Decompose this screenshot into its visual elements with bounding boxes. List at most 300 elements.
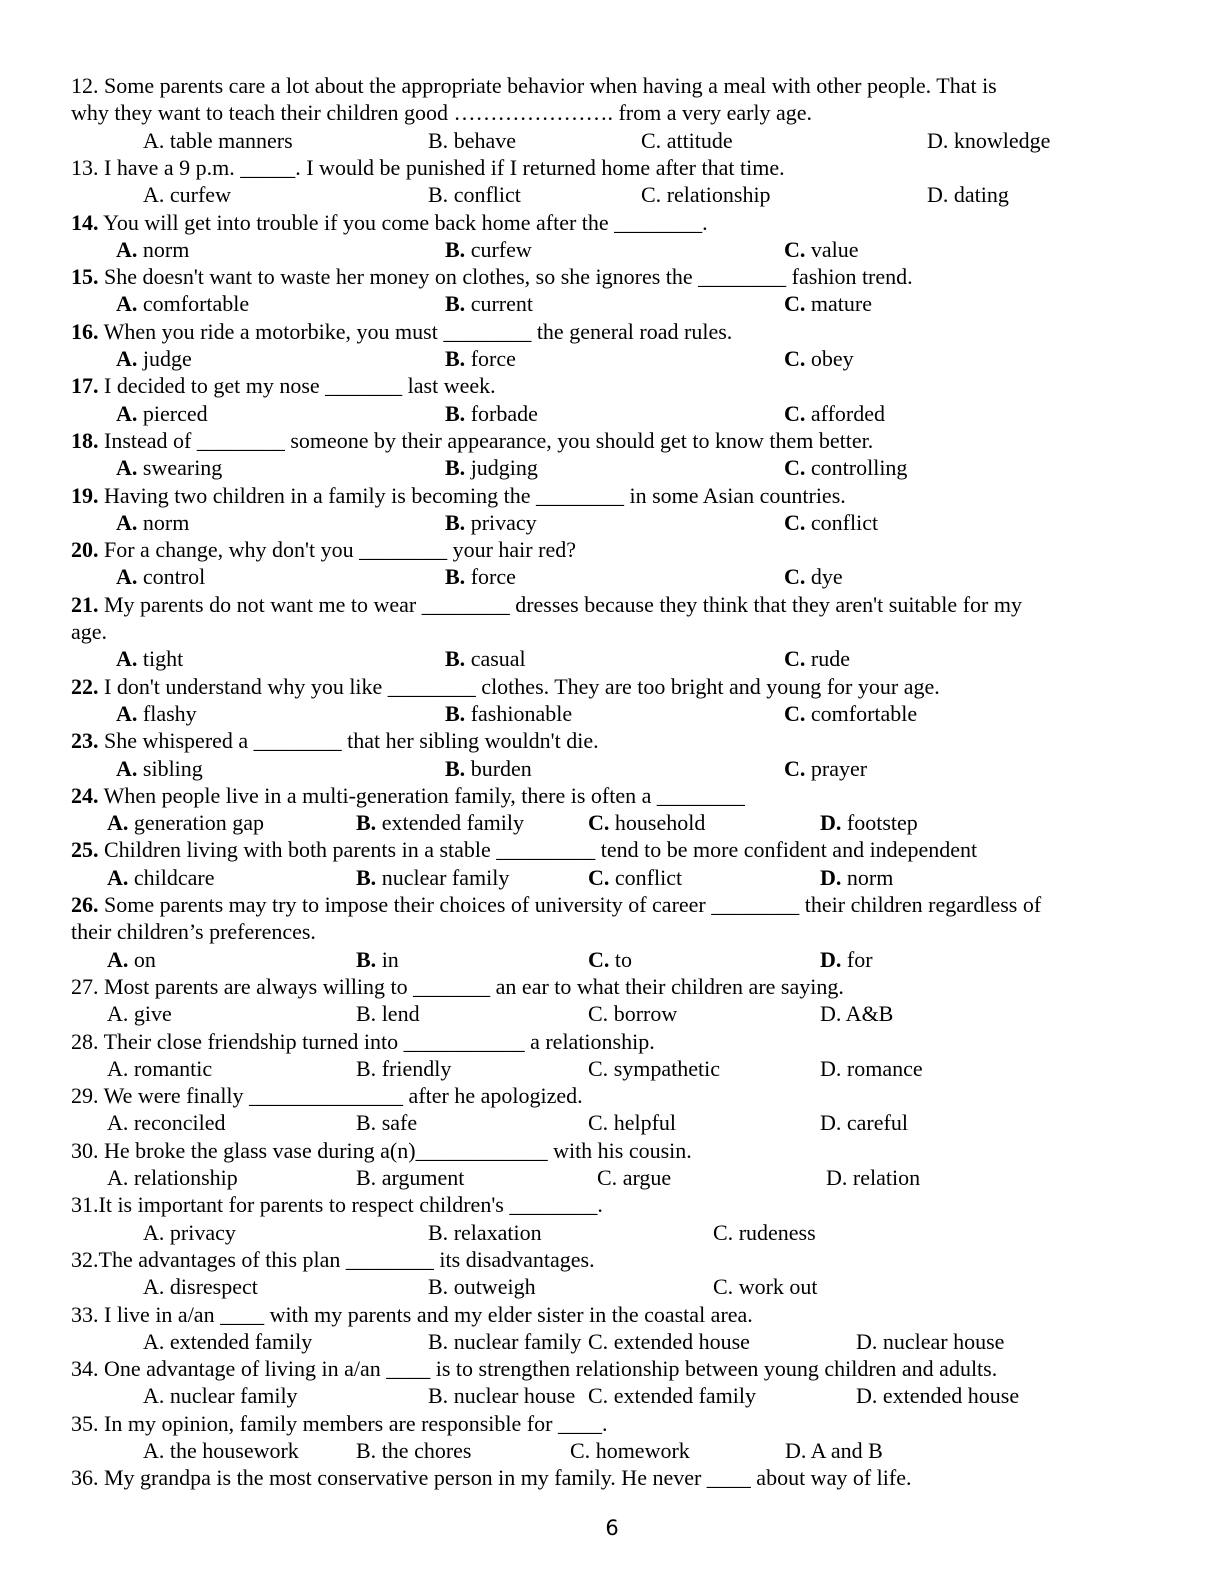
- option-text: for: [841, 946, 873, 972]
- answer-option: [445, 400, 538, 427]
- answer-option: [143, 1437, 299, 1464]
- option-text: nuclear family: [164, 1383, 298, 1409]
- question-number: 15.: [71, 264, 99, 290]
- answer-option: [927, 127, 1050, 154]
- option-text: controlling: [805, 455, 908, 481]
- question-text: When you ride a motorbike, you must ________ the general road rules.: [98, 318, 733, 344]
- option-letter: B.: [445, 755, 466, 781]
- option-text: relationship: [661, 182, 771, 208]
- option-letter: C.: [597, 1165, 618, 1190]
- answer-option: [820, 1000, 893, 1027]
- question-text: Their close friendship turned into ___________ a relationship.: [103, 1028, 655, 1054]
- answer-option: [826, 1164, 920, 1191]
- question-text: I have a 9 p.m. _____. I would be punished if I returned home after that time.: [104, 154, 785, 180]
- option-letter: A.: [116, 509, 138, 535]
- answer-option: [143, 1219, 236, 1246]
- answer-option: [356, 1164, 464, 1191]
- option-text: privacy: [465, 509, 537, 535]
- option-text: childcare: [128, 864, 215, 890]
- option-text: curfew: [164, 182, 231, 208]
- option-letter: B.: [445, 700, 466, 726]
- option-letter: C.: [784, 700, 806, 726]
- question-text: Instead of ________ someone by their appearance, you should get to know them better.: [98, 427, 874, 453]
- option-text: extended house: [877, 1383, 1020, 1409]
- option-text: nuclear house: [448, 1383, 576, 1409]
- option-text: on: [128, 946, 156, 972]
- answer-option: [588, 1109, 676, 1136]
- option-letter: C.: [784, 455, 806, 481]
- question-text: Some parents care a lot about the appropriate behavior when having a meal with other people. That is: [104, 73, 997, 98]
- answer-option: [116, 454, 222, 481]
- answer-option: [588, 1328, 750, 1355]
- option-letter: B.: [445, 400, 466, 426]
- option-letter: B.: [356, 1110, 377, 1136]
- question-stem-continued: [71, 618, 107, 645]
- option-letter: C.: [588, 1110, 609, 1136]
- page-number: 6: [605, 1516, 619, 1540]
- question-text: My grandpa is the most conservative person in my family. He never ____ about way of life.: [104, 1465, 912, 1491]
- option-letter: A.: [143, 182, 165, 208]
- answer-option: [428, 1382, 575, 1409]
- option-letter: D.: [826, 1165, 848, 1190]
- question-number: 19.: [71, 482, 99, 508]
- option-letter: A.: [116, 700, 138, 726]
- option-text: generation gap: [128, 810, 264, 836]
- answer-option: [116, 290, 249, 317]
- option-text: afforded: [805, 400, 886, 426]
- question-number: 36.: [71, 1465, 104, 1491]
- option-letter: D.: [856, 1383, 878, 1409]
- question-text: Having two children in a family is becoming the ________ in some Asian countries.: [98, 482, 846, 508]
- question-text: The advantages of this plan ________ its disadvantages.: [98, 1246, 595, 1272]
- option-letter: C.: [784, 400, 806, 426]
- option-letter: B.: [445, 509, 466, 535]
- option-letter: B.: [445, 291, 466, 317]
- option-text: romance: [841, 1055, 923, 1081]
- answer-option: [784, 236, 859, 263]
- option-letter: C.: [588, 1055, 609, 1081]
- option-letter: A.: [116, 564, 138, 590]
- question-stem: [71, 536, 576, 563]
- question-text: age.: [71, 619, 108, 644]
- answer-option: [641, 181, 771, 208]
- option-text: relationship: [128, 1165, 238, 1190]
- question-text: She doesn't want to waste her money on clothes, so she ignores the ________ fashion trend.: [98, 264, 913, 290]
- answer-option: [588, 809, 705, 836]
- question-number: 24.: [71, 782, 99, 808]
- answer-option: [116, 509, 189, 536]
- option-text: forbade: [465, 400, 538, 426]
- option-letter: D.: [927, 127, 949, 153]
- answer-option: [588, 1000, 677, 1027]
- answer-option: [107, 1055, 212, 1082]
- option-letter: D.: [820, 864, 842, 890]
- option-text: judge: [137, 346, 192, 371]
- option-letter: B.: [428, 1219, 449, 1245]
- answer-option: [116, 755, 203, 782]
- option-text: norm: [137, 236, 190, 262]
- option-letter: C.: [588, 1001, 609, 1027]
- option-text: conflict: [609, 864, 683, 890]
- option-letter: A.: [107, 1110, 129, 1136]
- answer-option: [445, 345, 516, 372]
- answer-option: [143, 1328, 312, 1355]
- option-text: curfew: [465, 236, 532, 262]
- answer-option: [116, 700, 197, 727]
- question-stem: [71, 1246, 595, 1273]
- option-letter: B.: [428, 1274, 449, 1300]
- answer-option: [820, 1055, 923, 1082]
- option-letter: B.: [356, 946, 377, 972]
- answer-option: [107, 1000, 172, 1027]
- answer-option: [445, 509, 537, 536]
- option-text: fashionable: [465, 700, 573, 726]
- option-letter: A.: [143, 1383, 165, 1409]
- option-text: argue: [617, 1165, 672, 1190]
- option-letter: D.: [927, 182, 949, 208]
- option-letter: C.: [784, 646, 806, 672]
- option-letter: D.: [820, 946, 842, 972]
- option-letter: B.: [356, 1165, 377, 1190]
- option-text: swearing: [137, 455, 223, 481]
- question-text: One advantage of living in a/an ____ is to strengthen relationship between young children and adults.: [104, 1356, 998, 1382]
- option-text: burden: [465, 755, 532, 781]
- answer-option: [820, 864, 893, 891]
- option-text: rude: [805, 646, 850, 672]
- option-letter: B.: [445, 455, 466, 481]
- option-text: helpful: [608, 1110, 677, 1136]
- question-number: 13.: [71, 154, 104, 180]
- question-stem: [71, 1410, 607, 1437]
- question-stem: [71, 318, 732, 345]
- question-number: 31.: [71, 1192, 99, 1218]
- answer-option: [820, 809, 918, 836]
- answer-option: [116, 645, 183, 672]
- option-text: extended family: [164, 1328, 313, 1354]
- answer-option: [588, 864, 682, 891]
- option-letter: A.: [116, 455, 138, 481]
- option-text: A and B: [806, 1438, 883, 1463]
- question-text: Some parents may try to impose their choices of university of career ________ their children regardless of: [98, 892, 1042, 917]
- answer-option: [784, 563, 843, 590]
- option-letter: B.: [445, 346, 466, 371]
- option-letter: C.: [784, 346, 806, 371]
- option-text: control: [137, 564, 206, 590]
- option-text: the chores: [376, 1438, 472, 1463]
- option-letter: C.: [588, 1383, 609, 1409]
- option-letter: B.: [445, 564, 466, 590]
- answer-option: [785, 1437, 883, 1464]
- option-text: relation: [847, 1165, 921, 1190]
- answer-option: [356, 1437, 471, 1464]
- question-text: Children living with both parents in a stable _________ tend to be more confident and independent: [98, 837, 978, 863]
- option-text: norm: [841, 864, 894, 890]
- question-text: We were finally ______________ after he apologized.: [103, 1083, 583, 1109]
- option-text: mature: [805, 291, 872, 317]
- option-letter: A.: [116, 236, 138, 262]
- question-number: 23.: [71, 728, 99, 754]
- option-text: dye: [805, 564, 843, 590]
- option-text: disrespect: [164, 1274, 258, 1300]
- answer-option: [356, 1055, 451, 1082]
- answer-option: [356, 809, 524, 836]
- option-letter: D.: [820, 1055, 842, 1081]
- answer-option: [428, 181, 521, 208]
- answer-option: [356, 946, 399, 973]
- option-text: extended family: [608, 1383, 757, 1409]
- question-stem: [71, 673, 940, 700]
- answer-option: [445, 454, 538, 481]
- option-text: friendly: [376, 1055, 452, 1081]
- option-letter: D.: [856, 1328, 878, 1354]
- option-text: nuclear family: [448, 1328, 582, 1354]
- option-text: comfortable: [805, 700, 918, 726]
- option-text: force: [465, 564, 516, 590]
- question-stem: [71, 482, 846, 509]
- option-text: knowledge: [948, 127, 1051, 153]
- question-stem: [71, 973, 844, 1000]
- option-text: behave: [448, 127, 516, 153]
- option-letter: B.: [428, 1383, 449, 1409]
- answer-option: [356, 1109, 417, 1136]
- answer-option: [445, 236, 532, 263]
- option-letter: B.: [445, 236, 466, 262]
- answer-option: [641, 127, 733, 154]
- option-text: conflict: [805, 509, 879, 535]
- option-letter: A.: [107, 1165, 129, 1190]
- question-number: 22.: [71, 673, 99, 699]
- option-letter: D.: [820, 1110, 842, 1136]
- question-text: why they want to teach their children good …………………. from a very early age.: [71, 100, 813, 126]
- answer-option: [445, 645, 526, 672]
- option-text: lend: [376, 1001, 420, 1027]
- question-text: In my opinion, family members are responsible for ____.: [104, 1410, 608, 1436]
- answer-option: [784, 290, 872, 317]
- question-number: 16.: [71, 318, 99, 344]
- question-stem: [71, 263, 913, 290]
- option-text: current: [465, 291, 533, 317]
- option-letter: A.: [116, 646, 138, 672]
- option-text: argument: [376, 1165, 465, 1190]
- question-stem: [71, 209, 708, 236]
- option-text: dating: [948, 182, 1009, 208]
- question-stem: [71, 1301, 753, 1328]
- option-letter: A.: [116, 400, 138, 426]
- question-text: When people live in a multi-generation family, there is often a ________: [98, 782, 745, 808]
- question-stem: [71, 891, 1041, 918]
- option-letter: B.: [356, 864, 377, 890]
- answer-option: [856, 1382, 1019, 1409]
- option-text: borrow: [608, 1001, 678, 1027]
- option-text: comfortable: [137, 291, 250, 317]
- question-number: 28.: [71, 1028, 104, 1054]
- answer-option: [597, 1164, 671, 1191]
- answer-option: [116, 236, 189, 263]
- option-text: attitude: [661, 127, 733, 153]
- question-stem: [71, 1137, 692, 1164]
- option-letter: A.: [143, 1219, 165, 1245]
- answer-option: [356, 1000, 420, 1027]
- option-text: casual: [465, 646, 526, 672]
- option-letter: C.: [641, 182, 662, 208]
- option-letter: B.: [356, 1438, 377, 1463]
- question-stem: [71, 1082, 583, 1109]
- option-text: outweigh: [448, 1274, 536, 1300]
- question-number: 26.: [71, 892, 99, 917]
- answer-option: [143, 1273, 258, 1300]
- option-letter: C.: [570, 1438, 591, 1463]
- answer-option: [588, 1382, 756, 1409]
- option-text: privacy: [164, 1219, 236, 1245]
- option-letter: B.: [445, 646, 466, 672]
- question-number: 32.: [71, 1246, 99, 1272]
- question-number: 33.: [71, 1301, 104, 1327]
- option-text: the housework: [164, 1438, 299, 1463]
- option-text: in: [376, 946, 399, 972]
- option-letter: A.: [107, 864, 129, 890]
- question-stem: [71, 72, 997, 99]
- question-text: their children’s preferences.: [71, 919, 316, 945]
- option-letter: C.: [784, 236, 806, 262]
- answer-option: [116, 400, 208, 427]
- answer-option: [570, 1437, 690, 1464]
- option-letter: C.: [713, 1219, 734, 1245]
- option-text: homework: [590, 1438, 690, 1463]
- option-letter: B.: [356, 1001, 377, 1027]
- answer-option: [784, 400, 885, 427]
- answer-option: [445, 563, 516, 590]
- option-letter: A.: [143, 1274, 165, 1300]
- option-letter: C.: [784, 755, 806, 781]
- question-stem: [71, 727, 599, 754]
- option-text: rudeness: [733, 1219, 816, 1245]
- question-number: 20.: [71, 537, 99, 563]
- option-text: force: [465, 346, 516, 371]
- question-number: 29.: [71, 1083, 104, 1109]
- answer-option: [107, 1164, 238, 1191]
- answer-option: [428, 127, 516, 154]
- question-text: Most parents are always willing to _______ an ear to what their children are saying.: [104, 973, 844, 999]
- option-letter: B.: [356, 810, 377, 836]
- option-text: extended family: [376, 810, 525, 836]
- question-number: 27.: [71, 973, 104, 999]
- question-text: My parents do not want me to wear ________ dresses because they think that they aren't suitable for my: [98, 591, 1022, 617]
- answer-option: [927, 181, 1009, 208]
- answer-option: [107, 809, 264, 836]
- option-letter: A.: [116, 755, 138, 781]
- answer-option: [107, 864, 215, 891]
- answer-option: [784, 755, 867, 782]
- question-stem: [71, 591, 1022, 618]
- question-text: She whispered a ________ that her sibling wouldn't die.: [98, 728, 599, 754]
- answer-option: [588, 1055, 720, 1082]
- answer-option: [143, 127, 293, 154]
- option-text: sympathetic: [608, 1055, 720, 1081]
- option-letter: C.: [784, 564, 806, 590]
- option-letter: A.: [143, 1438, 165, 1463]
- question-number: 25.: [71, 837, 99, 863]
- option-text: relaxation: [448, 1219, 542, 1245]
- question-stem: [71, 372, 496, 399]
- option-text: table manners: [164, 127, 293, 153]
- option-text: A&B: [841, 1001, 894, 1027]
- question-stem: [71, 154, 785, 181]
- answer-option: [588, 946, 632, 973]
- answer-option: [116, 563, 205, 590]
- answer-option: [143, 181, 231, 208]
- question-text: For a change, why don't you ________ your hair red?: [98, 537, 576, 563]
- question-stem: [71, 1028, 655, 1055]
- answer-option: [856, 1328, 1004, 1355]
- answer-option: [784, 645, 850, 672]
- option-text: judging: [465, 455, 538, 481]
- question-stem: [71, 1191, 603, 1218]
- answer-option: [820, 946, 873, 973]
- option-letter: D.: [820, 1001, 842, 1027]
- option-letter: A.: [107, 1055, 129, 1081]
- question-stem: [71, 1464, 911, 1491]
- option-letter: C.: [784, 291, 806, 317]
- answer-option: [784, 700, 917, 727]
- question-number: 17.: [71, 373, 99, 399]
- option-text: footstep: [841, 810, 918, 836]
- option-text: pierced: [137, 400, 208, 426]
- option-text: careful: [841, 1110, 908, 1136]
- option-text: reconciled: [128, 1110, 226, 1136]
- answer-option: [428, 1273, 536, 1300]
- option-letter: C.: [588, 946, 610, 972]
- answer-option: [713, 1273, 818, 1300]
- option-text: conflict: [448, 182, 521, 208]
- question-text: I live in a/an ____ with my parents and my elder sister in the coastal area.: [104, 1301, 753, 1327]
- option-letter: B.: [428, 127, 449, 153]
- answer-option: [445, 290, 533, 317]
- option-letter: A.: [107, 946, 129, 972]
- answer-option: [784, 509, 878, 536]
- option-text: sibling: [137, 755, 203, 781]
- option-text: nuclear family: [376, 864, 510, 890]
- option-letter: C.: [713, 1274, 734, 1300]
- question-text: You will get into trouble if you come back home after the ________.: [98, 209, 708, 235]
- question-stem: [71, 836, 977, 863]
- answer-option: [445, 755, 532, 782]
- question-number: 14.: [71, 209, 99, 235]
- option-text: tight: [137, 646, 184, 672]
- option-letter: C.: [784, 509, 806, 535]
- answer-option: [356, 864, 509, 891]
- question-stem-continued: [71, 99, 812, 126]
- question-text: He broke the glass vase during a(n)____________ with his cousin.: [104, 1137, 692, 1163]
- question-number: 34.: [71, 1356, 104, 1382]
- answer-option: [820, 1109, 908, 1136]
- answer-option: [143, 1382, 298, 1409]
- option-text: flashy: [137, 700, 197, 726]
- option-text: norm: [137, 509, 190, 535]
- option-letter: A.: [143, 1328, 165, 1354]
- option-letter: C.: [588, 1328, 609, 1354]
- answer-option: [107, 1109, 226, 1136]
- option-letter: A.: [116, 346, 138, 371]
- question-text: I don't understand why you like ________ clothes. They are too bright and young for your age.: [98, 673, 940, 699]
- option-letter: A.: [107, 1001, 129, 1027]
- question-text: I decided to get my nose _______ last week.: [98, 373, 496, 399]
- option-text: give: [128, 1001, 172, 1027]
- option-letter: A.: [107, 810, 129, 836]
- question-number: 12.: [71, 73, 104, 98]
- answer-option: [116, 345, 192, 372]
- question-stem: [71, 1355, 997, 1382]
- option-text: to: [609, 946, 633, 972]
